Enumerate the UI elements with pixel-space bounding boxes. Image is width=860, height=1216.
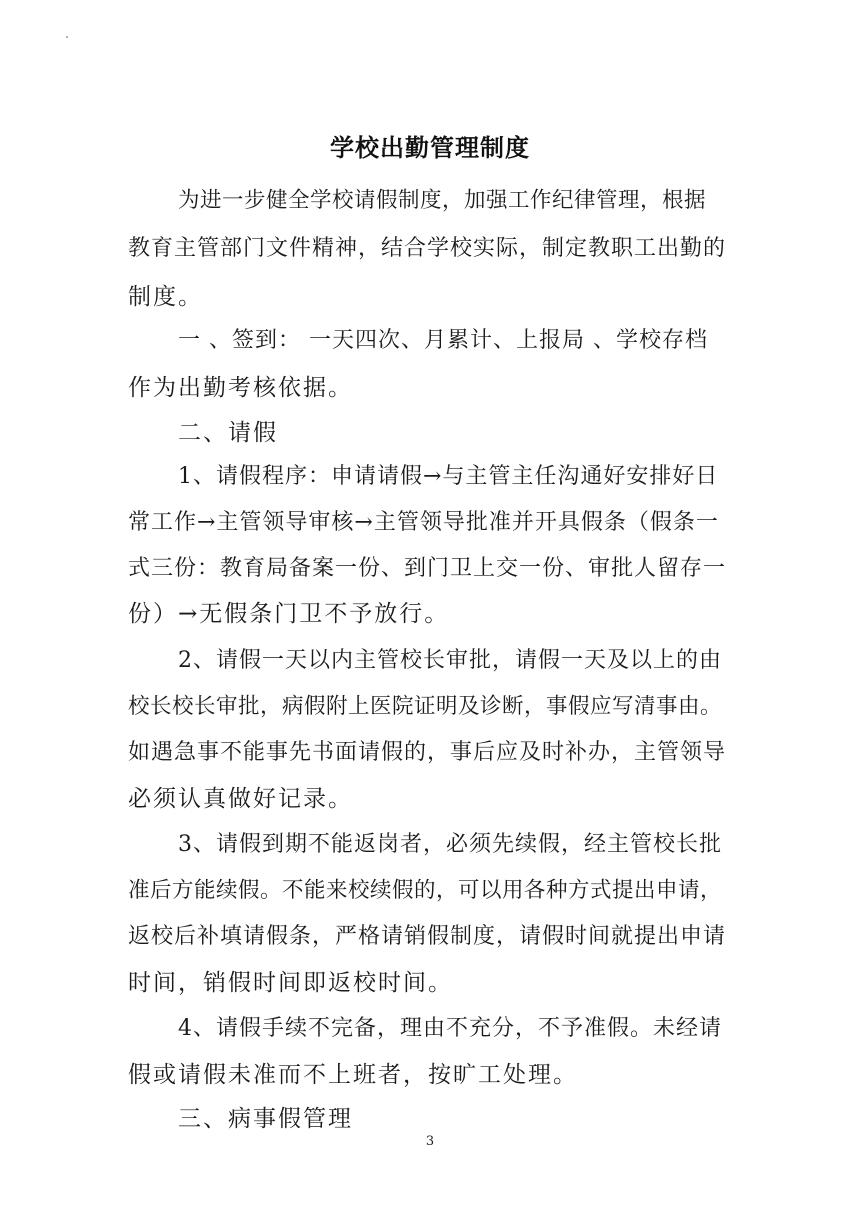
paragraph-line: 常工作→主管领导审核→主管领导批准并开具假条（假条一 — [128, 510, 719, 535]
paragraph-line: 教育主管部门文件精神，结合学校实际，制定教职工出勤的 — [128, 236, 727, 261]
page-number: 3 — [425, 1134, 435, 1149]
paragraph-line: 2、请假一天以内主管校长审批，请假一天及以上的由 — [178, 648, 722, 673]
paragraph-line: 如遇急事不能事先书面请假的，事后应及时补办，主管领导 — [128, 740, 727, 765]
paragraph-line: 必须认真做好记录。 — [128, 786, 353, 812]
paragraph-line: 1、请假程序：申请请假→与主管主任沟通好安排好日 — [178, 464, 719, 489]
paragraph-line: 假或请假未准而不上班者，按旷工处理。 — [128, 1062, 578, 1088]
scan-speck — [66, 36, 68, 38]
document-title: 学校出勤管理制度 — [330, 133, 530, 162]
section-heading-sign-in: 一 、签到： 一天四次、月累计、上报局 、学校存档 — [178, 328, 708, 353]
paragraph-line: 4、请假手续不完备，理由不充分，不予准假。未经请 — [178, 1016, 722, 1041]
paragraph-line: 准后方能续假。不能来校续假的，可以用各种方式提出申请， — [128, 878, 723, 903]
paragraph-line: 作为出勤考核依据。 — [128, 375, 353, 401]
paragraph-line: 为进一步健全学校请假制度，加强工作纪律管理，根据 — [178, 188, 707, 213]
section-heading-leave: 二、请假 — [178, 420, 278, 446]
paragraph-line: 份）→无假条门卫不予放行。 — [128, 601, 450, 627]
paragraph-line: 时间，销假时间即返校时间。 — [128, 970, 453, 996]
paragraph-line: 校长校长审批，病假附上医院证明及诊断，事假应写清事由。 — [128, 694, 723, 719]
paragraph-line: 制度。 — [128, 284, 203, 310]
paragraph-line: 3、请假到期不能返岗者，必须先续假，经主管校长批 — [178, 832, 722, 857]
section-heading-sick-leave: 三、病事假管理 — [178, 1106, 353, 1132]
paragraph-line: 式三份：教育局备案一份、到门卫上交一份、审批人留存一 — [128, 556, 727, 581]
paragraph-line: 返校后补填请假条，严格请销假制度，请假时间就提出申请 — [128, 924, 727, 949]
